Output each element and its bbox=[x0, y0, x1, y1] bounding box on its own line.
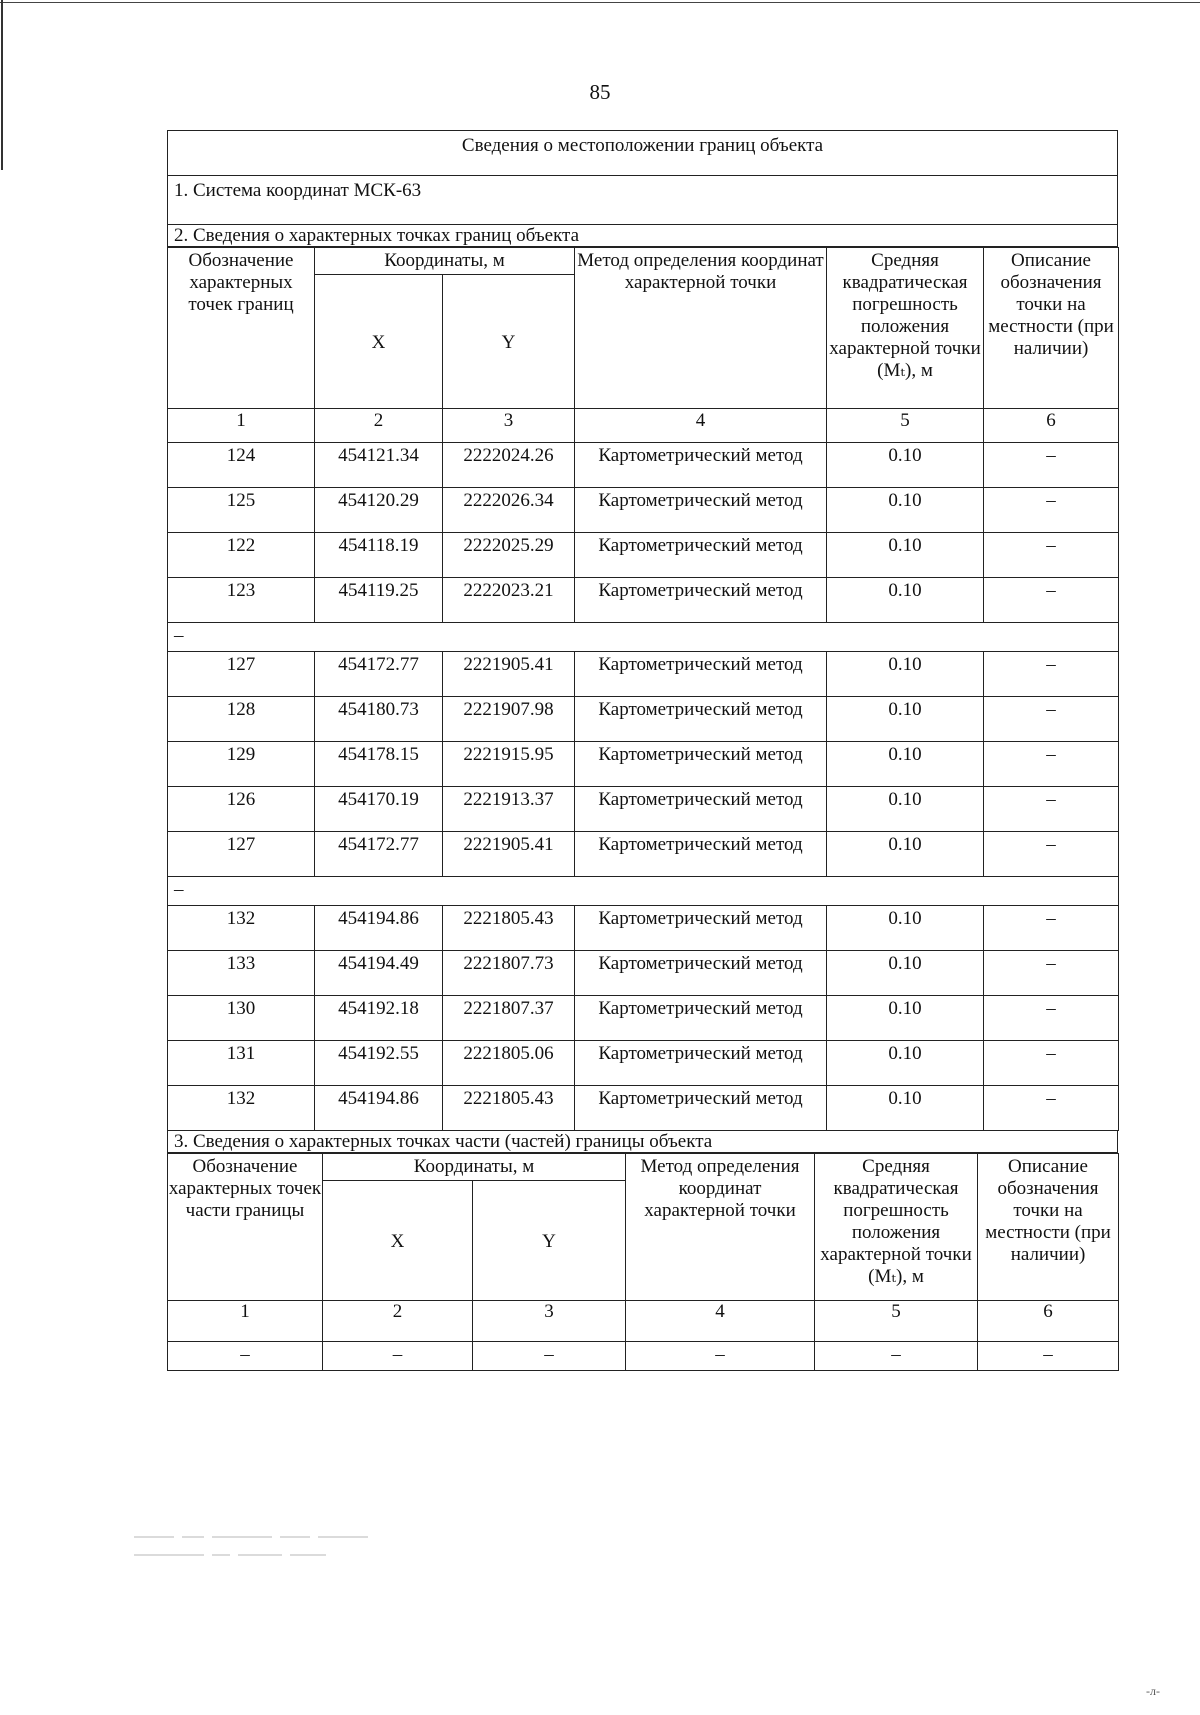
table-row bbox=[168, 488, 1119, 533]
error-value-cell: 0.10 bbox=[827, 951, 984, 996]
dash-cell: – bbox=[473, 1342, 626, 1371]
col-number: 2 bbox=[323, 1301, 473, 1342]
col-number: 6 bbox=[984, 409, 1119, 443]
dash-cell: – bbox=[323, 1342, 473, 1371]
coord-x-cell: 454178.15 bbox=[315, 742, 443, 787]
method-cell: Картометрический метод bbox=[575, 951, 827, 996]
point-id-cell: 127 bbox=[168, 832, 315, 877]
hdr-x: X bbox=[315, 275, 443, 409]
col-number: 3 bbox=[473, 1301, 626, 1342]
col-number: 4 bbox=[575, 409, 827, 443]
coord-x-cell: 454170.19 bbox=[315, 787, 443, 832]
coord-x-cell: 454172.77 bbox=[315, 652, 443, 697]
method-cell: Картометрический метод bbox=[575, 533, 827, 578]
coord-y-cell: 2222026.34 bbox=[443, 488, 575, 533]
col-number: 5 bbox=[815, 1301, 978, 1342]
point-id-cell: 132 bbox=[168, 1086, 315, 1131]
hdr-method: Метод определения координат характерной точки bbox=[575, 248, 827, 409]
col-number: 1 bbox=[168, 1301, 323, 1342]
description-cell: – bbox=[984, 533, 1119, 578]
hdr-description: Описание обозначения точки на местности (при наличии) bbox=[984, 248, 1119, 409]
method-cell: Картометрический метод bbox=[575, 906, 827, 951]
col-number: 5 bbox=[827, 409, 984, 443]
col-number: 3 bbox=[443, 409, 575, 443]
coord-y-cell: 2221905.41 bbox=[443, 652, 575, 697]
description-cell: – bbox=[984, 951, 1119, 996]
coord-y-cell: 2222025.29 bbox=[443, 533, 575, 578]
table-row bbox=[168, 697, 1119, 742]
header-table bbox=[167, 130, 1118, 247]
point-id-cell: 131 bbox=[168, 1041, 315, 1086]
dash-cell: – bbox=[815, 1342, 978, 1371]
coord-x-cell: 454121.34 bbox=[315, 443, 443, 488]
error-value-cell: 0.10 bbox=[827, 488, 984, 533]
coord-x-cell: 454172.77 bbox=[315, 832, 443, 877]
col-number: 2 bbox=[315, 409, 443, 443]
col-number: 4 bbox=[626, 1301, 815, 1342]
point-id-cell: 127 bbox=[168, 652, 315, 697]
table-row bbox=[168, 533, 1119, 578]
table-row bbox=[168, 443, 1119, 488]
table-row bbox=[168, 996, 1119, 1041]
error-value-cell: 0.10 bbox=[827, 1041, 984, 1086]
section3-title-table bbox=[167, 1131, 1118, 1153]
point-id-cell: 133 bbox=[168, 951, 315, 996]
error-value-cell: 0.10 bbox=[827, 578, 984, 623]
coord-y-cell: 2221805.43 bbox=[443, 906, 575, 951]
col-number: 6 bbox=[978, 1301, 1119, 1342]
method-cell: Картометрический метод bbox=[575, 443, 827, 488]
section3-table bbox=[167, 1153, 1119, 1371]
table-row bbox=[168, 1086, 1119, 1131]
corner-mark: -л- bbox=[1146, 1684, 1160, 1698]
hdr-error: Средняя квадратическая погрешность положения характерной точки (Mₜ), м bbox=[827, 248, 984, 409]
s3-hdr-designation: Обозначение характерных точек части границы bbox=[168, 1154, 323, 1301]
coord-x-cell: 454120.29 bbox=[315, 488, 443, 533]
scan-smudge bbox=[130, 1528, 420, 1578]
error-value-cell: 0.10 bbox=[827, 652, 984, 697]
dash-cell: – bbox=[168, 1342, 323, 1371]
point-id-cell: 130 bbox=[168, 996, 315, 1041]
s3-hdr-error: Средняя квадратическая погрешность положения характерной точки (Mₜ), м bbox=[815, 1154, 978, 1301]
coord-y-cell: 2221913.37 bbox=[443, 787, 575, 832]
method-cell: Картометрический метод bbox=[575, 488, 827, 533]
point-id-cell: 125 bbox=[168, 488, 315, 533]
coord-y-cell: 2221805.43 bbox=[443, 1086, 575, 1131]
coord-y-cell: 2222024.26 bbox=[443, 443, 575, 488]
method-cell: Картометрический метод bbox=[575, 832, 827, 877]
s3-hdr-description: Описание обозначения точки на местности (при наличии) bbox=[978, 1154, 1119, 1301]
section2-title: 2. Сведения о характерных точках границ объекта bbox=[168, 225, 1118, 247]
coord-x-cell: 454194.86 bbox=[315, 1086, 443, 1131]
section2-table bbox=[167, 247, 1119, 1131]
description-cell: – bbox=[984, 996, 1119, 1041]
point-id-cell: 124 bbox=[168, 443, 315, 488]
coord-y-cell: 2221915.95 bbox=[443, 742, 575, 787]
method-cell: Картометрический метод bbox=[575, 578, 827, 623]
description-cell: – bbox=[984, 832, 1119, 877]
description-cell: – bbox=[984, 578, 1119, 623]
coord-x-cell: 454194.49 bbox=[315, 951, 443, 996]
coord-system: 1. Система координат МСК-63 bbox=[168, 176, 1118, 225]
s3-hdr-coords: Координаты, м bbox=[323, 1154, 626, 1181]
description-cell: – bbox=[984, 443, 1119, 488]
table-row bbox=[168, 652, 1119, 697]
s3-hdr-x: X bbox=[323, 1181, 473, 1301]
description-cell: – bbox=[984, 488, 1119, 533]
coord-x-cell: 454194.86 bbox=[315, 906, 443, 951]
dash-cell: – bbox=[626, 1342, 815, 1371]
coord-x-cell: 454118.19 bbox=[315, 533, 443, 578]
s3-hdr-y: Y bbox=[473, 1181, 626, 1301]
separator-dash: – bbox=[168, 877, 1119, 906]
coord-x-cell: 454180.73 bbox=[315, 697, 443, 742]
error-value-cell: 0.10 bbox=[827, 443, 984, 488]
s3-hdr-method: Метод определения координат характерной точки bbox=[626, 1154, 815, 1301]
document-title: Сведения о местоположении границ объекта bbox=[168, 131, 1118, 176]
description-cell: – bbox=[984, 1041, 1119, 1086]
coord-y-cell: 2221905.41 bbox=[443, 832, 575, 877]
error-value-cell: 0.10 bbox=[827, 533, 984, 578]
description-cell: – bbox=[984, 1086, 1119, 1131]
coord-y-cell: 2221805.06 bbox=[443, 1041, 575, 1086]
point-id-cell: 128 bbox=[168, 697, 315, 742]
method-cell: Картометрический метод bbox=[575, 1041, 827, 1086]
error-value-cell: 0.10 bbox=[827, 787, 984, 832]
point-id-cell: 129 bbox=[168, 742, 315, 787]
separator-row bbox=[168, 877, 1119, 906]
separator-dash: – bbox=[168, 623, 1119, 652]
table-row bbox=[168, 1041, 1119, 1086]
method-cell: Картометрический метод bbox=[575, 742, 827, 787]
coord-x-cell: 454192.55 bbox=[315, 1041, 443, 1086]
point-id-cell: 126 bbox=[168, 787, 315, 832]
point-id-cell: 122 bbox=[168, 533, 315, 578]
table-row bbox=[168, 832, 1119, 877]
method-cell: Картометрический метод bbox=[575, 652, 827, 697]
description-cell: – bbox=[984, 742, 1119, 787]
table-row bbox=[168, 906, 1119, 951]
table-row bbox=[168, 951, 1119, 996]
description-cell: – bbox=[984, 697, 1119, 742]
hdr-coords: Координаты, м bbox=[315, 248, 575, 275]
description-cell: – bbox=[984, 652, 1119, 697]
col-number: 1 bbox=[168, 409, 315, 443]
page-number: 85 bbox=[589, 80, 611, 104]
error-value-cell: 0.10 bbox=[827, 742, 984, 787]
section2-body bbox=[168, 443, 1119, 1131]
table-row bbox=[168, 787, 1119, 832]
error-value-cell: 0.10 bbox=[827, 906, 984, 951]
error-value-cell: 0.10 bbox=[827, 1086, 984, 1131]
coord-y-cell: 2221907.98 bbox=[443, 697, 575, 742]
error-value-cell: 0.10 bbox=[827, 832, 984, 877]
section3-title: 3. Сведения о характерных точках части (частей) границы объекта bbox=[168, 1131, 1118, 1153]
table-row bbox=[168, 742, 1119, 787]
method-cell: Картометрический метод bbox=[575, 996, 827, 1041]
method-cell: Картометрический метод bbox=[575, 787, 827, 832]
description-cell: – bbox=[984, 906, 1119, 951]
description-cell: – bbox=[984, 787, 1119, 832]
method-cell: Картометрический метод bbox=[575, 1086, 827, 1131]
coord-x-cell: 454119.25 bbox=[315, 578, 443, 623]
coord-y-cell: 2221807.37 bbox=[443, 996, 575, 1041]
coord-y-cell: 2221807.73 bbox=[443, 951, 575, 996]
error-value-cell: 0.10 bbox=[827, 697, 984, 742]
coord-y-cell: 2222023.21 bbox=[443, 578, 575, 623]
error-value-cell: 0.10 bbox=[827, 996, 984, 1041]
hdr-y: Y bbox=[443, 275, 575, 409]
document-sheet bbox=[167, 130, 1118, 1371]
coord-x-cell: 454192.18 bbox=[315, 996, 443, 1041]
hdr-designation: Обозначение характерных точек границ bbox=[168, 248, 315, 409]
method-cell: Картометрический метод bbox=[575, 697, 827, 742]
separator-row bbox=[168, 623, 1119, 652]
point-id-cell: 132 bbox=[168, 906, 315, 951]
point-id-cell: 123 bbox=[168, 578, 315, 623]
dash-cell: – bbox=[978, 1342, 1119, 1371]
table-row bbox=[168, 578, 1119, 623]
scan-edge-top bbox=[0, 2, 1200, 3]
